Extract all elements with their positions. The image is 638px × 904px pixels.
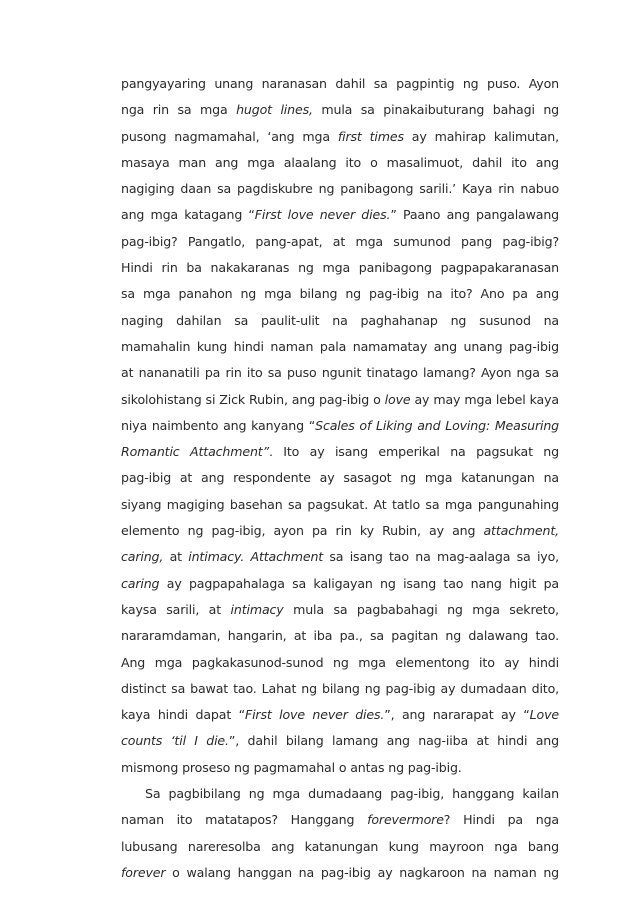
italic-text-segment: forevermore [367,812,444,828]
text-segment: siyang magiging basehan sa pagsukat. At tatlo sa mga pangunahing [121,496,559,512]
text-line [121,413,559,439]
text-segment: pusong nagmamahal, ‘ang mga [121,128,338,144]
text-line [121,571,559,597]
text-segment: at nananatili pa rin ito sa puso ngunit tinatago lamang? Ayon nga sa [121,365,559,381]
text-line [121,834,559,860]
text-line [121,334,559,360]
text-line [121,439,559,465]
text-segment: niya naimbento ang kanyang “ [121,417,316,433]
text-segment: ay mahirap kalimutan, [403,128,559,144]
text-line [121,71,559,97]
text-segment: lubusang nareresolba ang katanungan kung mayroon nga bang [121,838,559,854]
italic-text-segment: caring, [121,549,164,565]
text-segment: sa isang tao na mag-aalaga sa iyo, [323,549,559,565]
text-line [121,676,559,702]
italic-text-segment: attachment, [483,523,559,539]
text-segment: nagiging daan sa pagdiskubre ng panibagong sarili.’ Kaya rin nabuo [121,181,559,197]
text-segment: naging dahilan sa paulit-ulit na paghahanap ng susunod na [121,312,559,328]
text-line [121,860,559,886]
text-line [121,97,559,123]
italic-text-segment: First love never dies. [254,207,391,223]
text-line [121,597,559,623]
text-line [121,281,559,307]
text-segment: nararamdaman, hangarin, at iba pa., sa pagitan ng dalawang tao. [121,628,559,644]
text-segment: Sa pagbibilang ng mga dumadaang pag-ibig, hanggang kailan [145,786,559,802]
body-text [121,71,559,886]
text-segment: mula sa pinakaibuturang bahagi ng [312,102,559,118]
text-segment: ”, ang nararapat ay “ [384,707,530,723]
italic-text-segment: Love [529,707,559,723]
text-segment: distinct sa bawat tao. Lahat ng bilang ng pag-ibig ay dumadaan dito, [121,680,559,696]
text-segment: . Ito ay isang emperikal na pagsukat ng [268,444,559,460]
italic-text-segment: first times [337,128,404,144]
text-segment: Hindi rin ba nakakaranas ng mga panibagong pagpapakaranasan [121,260,559,276]
text-line [121,308,559,334]
text-line [121,176,559,202]
text-line [121,387,559,413]
text-line [121,807,559,833]
text-segment: ”, dahil bilang lamang ang nag-iiba at hindi ang [228,733,559,749]
text-line [121,728,559,754]
text-line [121,544,559,570]
text-segment: masaya man ang mga alaalang ito o masalimuot, dahil ito ang [121,154,559,170]
text-segment: mismong proseso ng pagmamahal o antas ng pag-ibig. [121,759,462,775]
text-segment: sa mga panahon ng mga bilang ng pag-ibig na ito? Ano pa ang [121,286,559,302]
text-segment: ? Hindi pa nga [443,812,559,828]
text-segment: o walang hanggan na pag-ibig ay nagkaroon na naman ng [165,864,559,880]
italic-text-segment: counts ‘til I die. [121,733,229,749]
text-segment: pag-ibig? Pangatlo, pang-apat, at mga sumunod pang pag-ibig? [121,233,559,249]
text-line [121,202,559,228]
text-segment: mamahalin kung hindi naman pala namamatay ang unang pag-ibig [121,338,559,354]
text-line [121,229,559,255]
text-segment: Ang mga pagkakasunod-sunod ng mga elementong ito ay hindi [121,654,559,670]
text-line [121,702,559,728]
text-line [121,465,559,491]
italic-text-segment: love [384,391,411,407]
text-segment: ay may mga lebel kaya [410,391,559,407]
italic-text-segment: forever [121,864,166,880]
text-segment: at [163,549,189,565]
text-segment: pangyayaring unang naranasan dahil sa pagpintig ng puso. Ayon [121,76,559,91]
text-line [121,360,559,386]
italic-text-segment: intimacy [230,601,284,617]
text-segment: pag-ibig at ang respondente ay sasagot ng mga katanungan na [121,470,559,486]
text-segment: nga rin sa mga [121,102,237,118]
text-segment: mula sa pagbabahagi ng mga sekreto, [283,601,559,617]
italic-text-segment: First love never dies. [244,707,385,723]
italic-text-segment: intimacy. Attachment [188,549,324,565]
text-line [121,255,559,281]
text-segment: ” Paano ang pangalawang [390,207,559,223]
text-line [121,650,559,676]
text-line [121,781,559,807]
text-segment: naman ito matatapos? Hanggang [121,812,368,828]
text-segment: ay pagpapahalaga sa kaligayan ng isang tao nang higit pa [159,575,559,591]
text-line [121,518,559,544]
text-segment: elemento ng pag-ibig, ayon pa rin ky Rubin, ay ang [121,523,484,539]
text-segment: kaya hindi dapat “ [121,707,245,723]
italic-text-segment: caring [121,575,160,591]
text-line [121,150,559,176]
italic-text-segment: hugot lines, [236,102,313,118]
text-segment: sikolohistang si Zick Rubin, ang pag-ibig o [121,391,385,407]
text-line [121,124,559,150]
italic-text-segment: Scales of Liking and Loving: Measuring [315,417,559,433]
text-line [121,755,559,781]
text-segment: ang mga katagang “ [121,207,255,223]
text-segment: kaysa sarili, at [121,601,231,617]
text-line [121,492,559,518]
text-line [121,623,559,649]
italic-text-segment: Romantic Attachment” [121,444,269,460]
